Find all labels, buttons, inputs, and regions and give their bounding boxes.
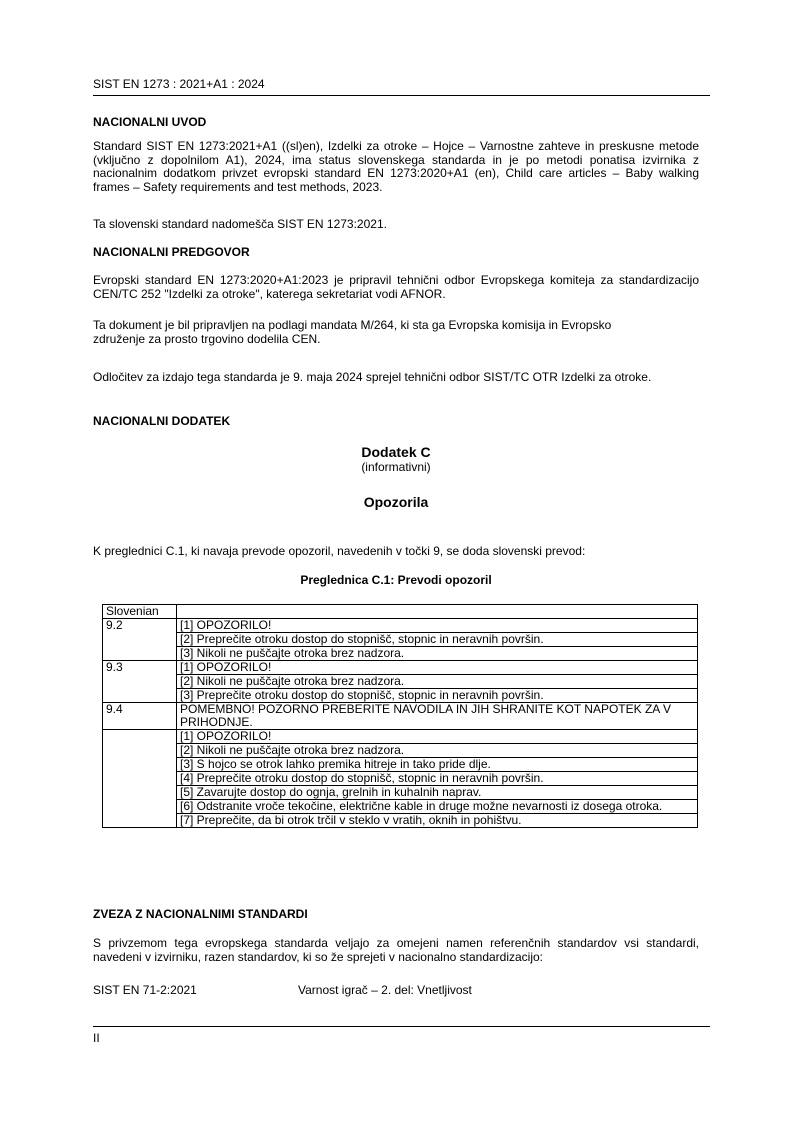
clause-cell: 9.3: [103, 661, 177, 703]
clause-cell: 9.4: [103, 703, 177, 730]
national-refs-heading: ZVEZA Z NACIONALNIMI STANDARDI: [93, 907, 308, 921]
warning-cell: [7] Preprečite, da bi otrok trčil v steklo v vratih, oknih in pohištvu.: [177, 814, 698, 828]
intro-paragraph-2: Ta slovenski standard nadomešča SIST EN 1273:2021.: [93, 217, 387, 231]
warning-cell: [2] Preprečite otroku dostop do stopnišč, stopnic in neravnih površin.: [177, 633, 698, 647]
page-number: II: [93, 1031, 100, 1045]
table-row: [103, 786, 698, 800]
warning-cell: [3] Preprečite otroku dostop do stopnišč, stopnic in neravnih površin.: [177, 689, 698, 703]
document-page: [93, 0, 699, 1122]
table-row: [103, 772, 698, 786]
warning-cell: [6] Odstranite vroče tekočine, električne kable in druge možne nevarnosti iz dosega otroka.: [177, 800, 698, 814]
warning-cell: POMEMBNO! POZORNO PREBERITE NAVODILA IN JIH SHRANITE KOT NAPOTEK ZA V PRIHODNJE.: [177, 703, 698, 730]
reference-code: SIST EN 71-2:2021: [93, 983, 197, 997]
table-row: [103, 744, 698, 758]
warning-cell: [2] Nikoli ne puščajte otroka brez nadzora.: [177, 744, 698, 758]
warning-cell: [5] Zavarujte dostop do ognja, grelnih in kuhalnih naprav.: [177, 786, 698, 800]
table-row: [103, 675, 698, 689]
foreword-heading: NACIONALNI PREDGOVOR: [93, 245, 250, 259]
foreword-paragraph-3: Odločitev za izdajo tega standarda je 9. maja 2024 sprejel tehnični odbor SIST/TC OTR Izdelki za otroke.: [93, 370, 652, 384]
table-row: [103, 619, 698, 633]
table-row: [103, 730, 698, 744]
annex-intro: K preglednici C.1, ki navaja prevode opozoril, navedenih v točki 9, se doda slovenski prevod:: [93, 544, 586, 558]
warning-cell: [2] Nikoli ne puščajte otroka brez nadzora.: [177, 675, 698, 689]
table-row: [103, 661, 698, 675]
clause-cell: [103, 730, 177, 828]
warning-cell: [3] S hojco se otrok lahko premika hitreje in tako pride dlje.: [177, 758, 698, 772]
warning-cell: [1] OPOZORILO!: [177, 619, 698, 633]
warning-cell: [1] OPOZORILO!: [177, 661, 698, 675]
translations-table: [102, 604, 698, 828]
annex-heading: NACIONALNI DODATEK: [93, 414, 231, 428]
intro-paragraph-1: Standard SIST EN 1273:2021+A1 ((sl)en), Izdelki za otroke – Hojce – Varnostne zahteve in preskusne metode (vključno z dopolnilom A1), 2024, ima status slovenskega standarda in je po metodi ponatisa izvirnika z nacionalnim dodatkom privzet evropski standard EN 1273:2020+A1 (en), Child care articles – Baby walking frames – Safety requirements and test methods, 2023.: [93, 139, 699, 194]
foreword-paragraph-2: Ta dokument je bil pripravljen na podlagi mandata M/264, ki sta ga Evropska komisija in Evropsko združenje za prosto trgovino dodelila CEN.: [93, 318, 612, 346]
table-row: [103, 758, 698, 772]
table-header-cell: Slovenian: [103, 605, 177, 619]
annex-title: Dodatek C: [361, 444, 431, 460]
annex-section-title: Opozorila: [363, 494, 429, 510]
warning-cell: [3] Nikoli ne puščajte otroka brez nadzora.: [177, 647, 698, 661]
header-doc-id: SIST EN 1273 : 2021+A1 : 2024: [93, 77, 265, 91]
table-row: [103, 800, 698, 814]
table-row: [103, 647, 698, 661]
warning-cell: [4] Preprečite otroku dostop do stopnišč, stopnic in neravnih površin.: [177, 772, 698, 786]
table-row: [103, 689, 698, 703]
intro-heading: NACIONALNI UVOD: [93, 115, 207, 129]
clause-cell: 9.2: [103, 619, 177, 661]
national-refs-paragraph: S privzemom tega evropskega standarda veljajo za omejeni namen referenčnih standardov vsi standardi, navedeni v izvirniku, razen standardov, ki so že sprejeti v nacionalno standardizacijo:: [93, 936, 699, 964]
reference-title: Varnost igrač – 2. del: Vnetljivost: [298, 983, 472, 997]
table-row: [103, 633, 698, 647]
table-row: [103, 814, 698, 828]
table-header-row: [103, 605, 698, 619]
table-caption: Preglednica C.1: Prevodi opozoril: [300, 573, 492, 587]
table-header-cell: [177, 605, 698, 619]
foreword-paragraph-1: Evropski standard EN 1273:2020+A1:2023 je pripravil tehnični odbor Evropskega komiteja za standardizacijo CEN/TC 252 "Izdelki za otroke", katerega sekretariat vodi AFNOR.: [93, 273, 699, 301]
warning-cell: [1] OPOZORILO!: [177, 730, 698, 744]
annex-subtitle: (informativni): [361, 460, 431, 474]
footer-rule: [93, 1026, 710, 1027]
table-row: [103, 703, 698, 730]
header-rule: [93, 95, 710, 96]
